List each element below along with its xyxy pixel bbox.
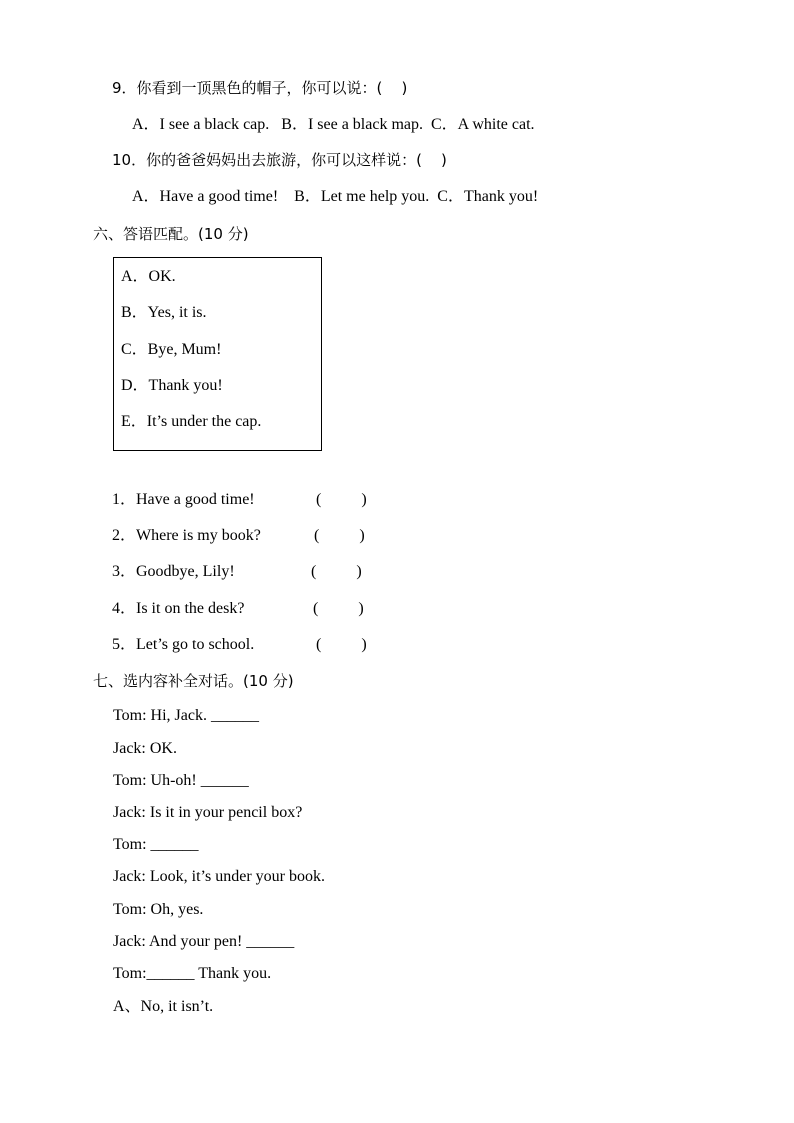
dialogue-line-1: Tom: Hi, Jack. ______ [113, 707, 259, 724]
answer-option-a: A．OK. [121, 268, 176, 285]
question-9-options: A．I see a black cap. B．I see a black map. C．A white cat. [132, 116, 535, 133]
dialogue-line-7: Tom: Oh, yes. [113, 901, 204, 918]
answer-options-box [113, 257, 322, 451]
answer-blank-2[interactable]: ( ) [314, 527, 365, 544]
dialogue-line-4: Jack: Is it in your pencil box? [113, 804, 303, 821]
answer-option-b: B．Yes, it is. [121, 304, 207, 321]
answer-option-d: D．Thank you! [121, 377, 223, 394]
match-question-3: 3．Goodbye, Lily! [112, 563, 235, 580]
dialogue-option-a: A、No, it isn’t. [113, 998, 214, 1015]
question-10-prompt: 10．你的爸爸妈妈出去旅游，你可以这样说：( ) [112, 151, 447, 169]
answer-blank-3[interactable]: ( ) [311, 563, 362, 580]
dialogue-line-3: Tom: Uh-oh! ______ [113, 772, 249, 789]
match-question-1: 1．Have a good time! [112, 491, 255, 508]
match-question-2: 2．Where is my book? [112, 527, 261, 544]
answer-blank-5[interactable]: ( ) [316, 636, 367, 653]
match-question-4: 4．Is it on the desk? [112, 600, 245, 617]
dialogue-line-6: Jack: Look, it’s under your book. [113, 868, 325, 885]
match-question-5: 5．Let’s go to school. [112, 636, 255, 653]
dialogue-line-8: Jack: And your pen! ______ [113, 933, 295, 950]
section-7-heading: 七、选内容补全对话。(10 分) [93, 672, 294, 690]
question-10-options: A．Have a good time! B．Let me help you. C．Thank you! [132, 188, 539, 205]
question-9-prompt: 9．你看到一顶黑色的帽子，你可以说：( ) [112, 79, 408, 97]
answer-option-c: C．Bye, Mum! [121, 341, 222, 358]
dialogue-line-9: Tom:______ Thank you. [113, 965, 272, 982]
dialogue-line-5: Tom: ______ [113, 836, 199, 853]
answer-option-e: E．It’s under the cap. [121, 413, 262, 430]
answer-blank-1[interactable]: ( ) [316, 491, 367, 508]
dialogue-line-2: Jack: OK. [113, 740, 177, 757]
section-6-heading: 六、答语匹配。(10 分) [93, 225, 249, 243]
answer-blank-4[interactable]: ( ) [313, 600, 364, 617]
